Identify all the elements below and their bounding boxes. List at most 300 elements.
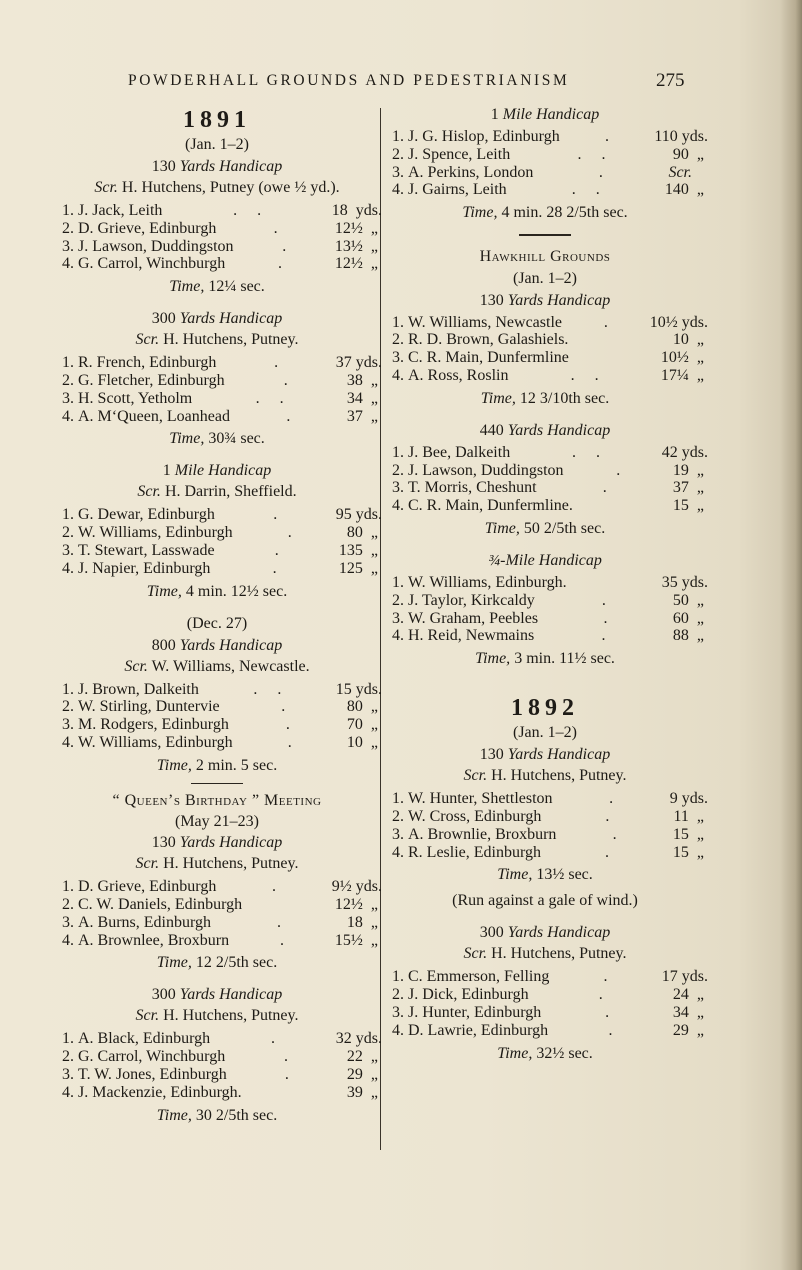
handicap-value: 12½ „ bbox=[334, 219, 382, 237]
handicap-value: 37 „ bbox=[346, 407, 382, 425]
event-name: Yards Handicap bbox=[507, 746, 611, 764]
winning-time bbox=[52, 952, 382, 974]
handicap-value: 10½ yds. bbox=[649, 313, 708, 331]
winning-time bbox=[52, 1105, 382, 1127]
leader-dots: . bbox=[272, 559, 277, 577]
handicap-value: 35 yds. bbox=[661, 574, 708, 592]
competitor-name: J. Lawson, Duddingston bbox=[408, 461, 564, 479]
result-row bbox=[382, 826, 708, 844]
place-number: 3. bbox=[392, 163, 404, 181]
event-title bbox=[52, 460, 382, 481]
scratch-runner: H. Hutchens, Putney. bbox=[487, 767, 627, 785]
event-distance: ¾-Mile bbox=[488, 552, 535, 570]
event-distance: 130 bbox=[151, 834, 176, 852]
scratch-label: Scr. bbox=[463, 945, 488, 963]
place-number: 4. bbox=[62, 407, 74, 425]
competitor-name: A. Burns, Edinburgh bbox=[78, 913, 212, 931]
competitor-name: J. Jack, Leith bbox=[78, 202, 163, 219]
place-number: 3. bbox=[392, 609, 404, 627]
leader-dots: . . bbox=[233, 202, 262, 219]
result-row bbox=[52, 681, 382, 699]
result-row bbox=[382, 986, 708, 1004]
leader-dots: . . bbox=[571, 443, 600, 461]
year-heading: 1892 bbox=[511, 695, 579, 722]
time-value: 3 min. 11½ sec. bbox=[510, 650, 615, 668]
competitor-name: C. R. Main, Dunfermline bbox=[408, 349, 569, 367]
place-number: 1. bbox=[392, 128, 404, 145]
event-name: Yards Handicap bbox=[179, 158, 283, 175]
leader-dots: . bbox=[282, 237, 287, 255]
competitor-name: W. Stirling, Duntervie bbox=[78, 698, 220, 716]
result-row bbox=[382, 1022, 708, 1040]
competitor-name: A. Perkins, London bbox=[408, 163, 534, 181]
time-value: 12¼ sec. bbox=[204, 278, 265, 296]
competitor-name: J. Dick, Edinburgh bbox=[408, 986, 529, 1004]
competitor-name: A. Brownlee, Broxburn bbox=[78, 931, 230, 949]
time-label: Time, bbox=[497, 1044, 533, 1062]
place-number: 4. bbox=[392, 1021, 404, 1039]
place-number: 4. bbox=[62, 931, 74, 949]
result-row bbox=[52, 896, 382, 914]
place-number: 4. bbox=[392, 181, 404, 199]
results-list bbox=[382, 314, 708, 385]
place-number: 1. bbox=[62, 680, 74, 698]
competitor-name: J. Spence, Leith bbox=[408, 145, 511, 163]
result-row bbox=[52, 372, 382, 390]
leader-dots bbox=[573, 497, 673, 515]
result-row bbox=[52, 1048, 382, 1066]
leader-dots: . bbox=[604, 843, 609, 861]
leader-dots: . bbox=[603, 609, 608, 627]
result-row bbox=[382, 479, 708, 497]
winning-time bbox=[382, 518, 708, 540]
results-list bbox=[52, 506, 382, 577]
results-list bbox=[382, 444, 708, 515]
competitor-name: W. Williams, Newcastle bbox=[408, 313, 562, 331]
results-list bbox=[52, 1030, 382, 1101]
leader-dots: . bbox=[605, 128, 610, 145]
handicap-value: 9 yds. bbox=[669, 790, 708, 808]
time-value: 12 3/10th sec. bbox=[515, 389, 610, 407]
leader-dots: . bbox=[284, 1066, 289, 1084]
time-label: Time, bbox=[462, 204, 498, 222]
meeting-date: (Jan. 1–2) bbox=[513, 269, 577, 287]
leader-dots bbox=[569, 349, 661, 367]
time-value: 4 min. 28 2/5th sec. bbox=[497, 204, 628, 222]
results-list bbox=[382, 790, 708, 861]
leader-dots: . bbox=[284, 1048, 289, 1066]
handicap-value: 70 „ bbox=[346, 716, 382, 734]
result-row bbox=[382, 462, 708, 480]
event-name: Yards Handicap bbox=[179, 834, 283, 852]
time-label: Time, bbox=[156, 756, 192, 774]
scratch-label: Scr. bbox=[135, 855, 160, 873]
scratch-runner: H. Hutchens, Putney. bbox=[159, 331, 299, 349]
handicap-value: 17 yds. bbox=[661, 968, 708, 986]
event bbox=[52, 308, 382, 450]
event-title bbox=[382, 290, 708, 311]
leader-dots: . bbox=[612, 825, 617, 843]
event-title bbox=[52, 984, 382, 1005]
competitor-name: W. Williams, Edinburgh bbox=[78, 733, 233, 751]
time-label: Time, bbox=[156, 1106, 192, 1124]
competitor-name: J. Bee, Dalkeith bbox=[408, 443, 511, 461]
result-row bbox=[52, 1066, 382, 1084]
event-name: Yards Handicap bbox=[507, 924, 611, 942]
result-row bbox=[382, 968, 708, 986]
event bbox=[52, 832, 382, 974]
leader-dots: . bbox=[286, 407, 291, 425]
handicap-value: 90 „ bbox=[672, 145, 708, 163]
leader-dots: . bbox=[609, 790, 614, 808]
leader-dots: . bbox=[285, 716, 290, 734]
result-row bbox=[52, 878, 382, 896]
place-number: 3. bbox=[62, 913, 74, 931]
place-number: 1. bbox=[62, 202, 74, 219]
competitor-name: D. Grieve, Edinburgh bbox=[78, 878, 217, 896]
scratch-line bbox=[52, 329, 382, 351]
place-number: 2. bbox=[392, 986, 404, 1004]
result-row bbox=[52, 408, 382, 426]
place-number: 4. bbox=[62, 559, 74, 577]
leader-dots: . bbox=[272, 878, 277, 896]
competitor-name: D. Lawrie, Edinburgh bbox=[408, 1021, 549, 1039]
time-label: Time, bbox=[146, 582, 182, 600]
scratch-runner: H. Hutchens, Putney. bbox=[159, 855, 299, 873]
result-row bbox=[382, 497, 708, 515]
handicap-value: 18 „ bbox=[346, 913, 382, 931]
right-column bbox=[382, 104, 708, 1065]
running-header: POWDERHALL GROUNDS AND PEDESTRIANISM bbox=[128, 72, 570, 89]
time-value: 30¾ sec. bbox=[204, 430, 265, 448]
place-number: 2. bbox=[62, 698, 74, 716]
event-title bbox=[52, 156, 382, 177]
competitor-name: J. Hunter, Edinburgh bbox=[408, 1004, 542, 1022]
result-row bbox=[52, 524, 382, 542]
place-number: 4. bbox=[392, 497, 404, 515]
competitor-name: A. Ross, Roslin bbox=[408, 367, 509, 385]
result-row bbox=[52, 220, 382, 238]
leader-dots: . bbox=[276, 913, 281, 931]
result-row bbox=[382, 444, 708, 462]
handicap-value: 32 yds. bbox=[335, 1030, 382, 1048]
result-row bbox=[52, 914, 382, 932]
result-row bbox=[52, 255, 382, 273]
results-list bbox=[52, 878, 382, 949]
handicap-value: 11 „ bbox=[673, 808, 708, 826]
handicap-value: 10½ „ bbox=[660, 349, 708, 367]
competitor-name: W. Cross, Edinburgh bbox=[408, 808, 542, 826]
result-row bbox=[52, 734, 382, 752]
meeting-date: (Jan. 1–2) bbox=[185, 136, 249, 153]
result-row bbox=[382, 349, 708, 367]
competitor-name: H. Reid, Newmains bbox=[408, 627, 535, 645]
place-number: 4. bbox=[392, 627, 404, 645]
place-number: 3. bbox=[62, 1066, 74, 1084]
competitor-name: T. Stewart, Lasswade bbox=[78, 541, 215, 559]
handicap-value: 80 „ bbox=[346, 698, 382, 716]
event bbox=[382, 922, 708, 1064]
event-distance: 1 bbox=[162, 462, 171, 480]
place-number: 2. bbox=[392, 808, 404, 826]
result-row bbox=[382, 1004, 708, 1022]
meeting-date: (Jan. 1–2) bbox=[513, 724, 577, 742]
competitor-name: D. Grieve, Edinburgh bbox=[78, 219, 217, 237]
place-number: 3. bbox=[392, 349, 404, 367]
scratch-label: Scr. bbox=[463, 767, 488, 785]
place-number: 1. bbox=[392, 443, 404, 461]
place-number: 4. bbox=[392, 367, 404, 385]
results-list bbox=[382, 968, 708, 1039]
result-row bbox=[382, 314, 708, 332]
result-row bbox=[382, 331, 708, 349]
handicap-value: 80 „ bbox=[346, 524, 382, 542]
place-number: 4. bbox=[392, 843, 404, 861]
competitor-name: A. Brownlie, Broxburn bbox=[408, 825, 557, 843]
event bbox=[382, 550, 708, 670]
place-number: 2. bbox=[62, 219, 74, 237]
event bbox=[52, 984, 382, 1126]
handicap-value: 60 „ bbox=[672, 609, 708, 627]
event bbox=[382, 420, 708, 540]
competitor-name: J. Napier, Edinburgh bbox=[78, 559, 211, 577]
place-number: 3. bbox=[392, 1004, 404, 1022]
scratch-label: Scr. bbox=[135, 331, 160, 349]
left-column bbox=[52, 104, 382, 1127]
scratch-runner: H. Hutchens, Putney. bbox=[159, 1007, 299, 1025]
place-number: 1. bbox=[392, 313, 404, 331]
event-name: Mile Handicap bbox=[174, 462, 272, 480]
meeting-date: (Dec. 27) bbox=[186, 614, 248, 632]
competitor-name: W. Williams, Edinburgh bbox=[78, 524, 233, 542]
time-label: Time, bbox=[169, 430, 205, 448]
time-value: 12 2/5th sec. bbox=[191, 954, 278, 972]
result-row bbox=[52, 716, 382, 734]
result-row bbox=[52, 390, 382, 408]
scratch-runner: H. Hutchens, Putney. bbox=[487, 945, 627, 963]
scratch-line bbox=[382, 943, 708, 965]
place-number: 2. bbox=[62, 1048, 74, 1066]
handicap-value: 10 „ bbox=[346, 733, 382, 751]
event-name: Yards Handicap bbox=[179, 986, 283, 1004]
leader-dots: . bbox=[608, 1021, 613, 1039]
leader-dots: . bbox=[287, 733, 292, 751]
meeting-title: “ Queen’s Birthday ” Meeting bbox=[112, 792, 322, 810]
winning-time bbox=[52, 428, 382, 450]
place-number: 3. bbox=[392, 825, 404, 843]
handicap-value: 135 „ bbox=[338, 541, 382, 559]
place-number: 3. bbox=[392, 479, 404, 497]
place-number: 1. bbox=[392, 790, 404, 808]
event-title bbox=[52, 308, 382, 329]
handicap-value: 15 „ bbox=[672, 497, 708, 515]
handicap-value: 19 „ bbox=[672, 461, 708, 479]
handicap-value: 10 „ bbox=[672, 331, 708, 349]
scratch-label: Scr. bbox=[124, 657, 148, 675]
place-number: 4. bbox=[62, 1083, 74, 1101]
leader-dots: . bbox=[281, 698, 286, 716]
leader-dots: . bbox=[278, 255, 283, 273]
event-title bbox=[382, 922, 708, 943]
meeting-date: (May 21–23) bbox=[175, 813, 259, 831]
handicap-value: 29 „ bbox=[672, 1021, 708, 1039]
result-row bbox=[52, 506, 382, 524]
event bbox=[382, 104, 708, 224]
handicap-value: 42 yds. bbox=[661, 443, 708, 461]
leader-dots: . bbox=[273, 506, 278, 524]
grounds-title: Hawkhill Grounds bbox=[479, 247, 611, 265]
winning-time bbox=[382, 648, 708, 670]
result-row bbox=[52, 202, 382, 220]
event-title bbox=[382, 420, 708, 441]
leader-dots: . bbox=[601, 591, 606, 609]
time-label: Time, bbox=[484, 520, 520, 538]
time-label: Time, bbox=[475, 650, 511, 668]
winning-time bbox=[52, 276, 382, 298]
handicap-value: 12½ „ bbox=[334, 255, 382, 273]
event-name: Handicap bbox=[538, 552, 602, 570]
competitor-name: C. Emmerson, Felling bbox=[408, 968, 550, 986]
event bbox=[382, 290, 708, 410]
leader-dots: . bbox=[616, 461, 621, 479]
time-label: Time, bbox=[156, 954, 192, 972]
event-name: Yards Handicap bbox=[507, 421, 611, 439]
results-list bbox=[52, 681, 382, 752]
time-value: 2 min. 5 sec. bbox=[191, 756, 278, 774]
results-list bbox=[52, 202, 382, 273]
result-row bbox=[382, 574, 708, 592]
result-row bbox=[382, 844, 708, 862]
competitor-name: G. Carrol, Winchburgh bbox=[78, 1048, 226, 1066]
handicap-value: 18 yds. bbox=[331, 202, 382, 219]
leader-dots: . bbox=[598, 163, 603, 181]
competitor-name: W. Hunter, Shettleston bbox=[408, 790, 553, 808]
handicap-value: 12½ „ bbox=[334, 896, 382, 914]
competitor-name: R. D. Brown, Galashiels. bbox=[408, 331, 569, 349]
event-title bbox=[382, 550, 708, 571]
result-row bbox=[52, 932, 382, 950]
results-list bbox=[382, 574, 708, 645]
competitor-name: G. Carrol, Winchburgh bbox=[78, 255, 226, 273]
handicap-value: 15½ „ bbox=[334, 931, 382, 949]
handicap-value: 140 „ bbox=[664, 181, 708, 199]
leader-dots bbox=[567, 574, 662, 592]
handicap-value: Scr. bbox=[668, 163, 708, 181]
competitor-name: J. Brown, Dalkeith bbox=[78, 680, 199, 698]
competitor-name: J. G. Hislop, Edinburgh bbox=[408, 128, 560, 145]
competitor-name: T. Morris, Cheshunt bbox=[408, 479, 537, 497]
handicap-value: 88 „ bbox=[672, 627, 708, 645]
result-row bbox=[382, 181, 708, 199]
leader-dots: . bbox=[273, 219, 278, 237]
handicap-value: 50 „ bbox=[672, 591, 708, 609]
place-number: 2. bbox=[392, 461, 404, 479]
time-value: 4 min. 12½ sec. bbox=[181, 582, 288, 600]
event-name: Yards Handicap bbox=[179, 636, 283, 654]
time-value: 13½ sec. bbox=[532, 866, 593, 884]
competitor-name: G. Fletcher, Edinburgh bbox=[78, 371, 225, 389]
place-number: 3. bbox=[62, 716, 74, 734]
place-number: 2. bbox=[392, 331, 404, 349]
scratch-runner: H. Darrin, Sheffield. bbox=[160, 483, 297, 501]
event-distance: 130 bbox=[151, 158, 176, 175]
result-row bbox=[382, 610, 708, 628]
handicap-value: 29 „ bbox=[346, 1066, 382, 1084]
competitor-name: J. Gairns, Leith bbox=[408, 181, 507, 199]
leader-dots: . . bbox=[570, 367, 599, 385]
handicap-value: 110 yds. bbox=[654, 128, 708, 145]
results-list bbox=[52, 354, 382, 425]
handicap-value: 37 yds. bbox=[335, 354, 382, 372]
page-edge bbox=[780, 0, 802, 1270]
competitor-name: J. Mackenzie, Edinburgh. bbox=[78, 1083, 242, 1101]
leader-dots: . bbox=[270, 1030, 275, 1048]
competitor-name: W. Graham, Peebles bbox=[408, 609, 539, 627]
handicap-value: 34 „ bbox=[672, 1004, 708, 1022]
time-value: 50 2/5th sec. bbox=[519, 520, 606, 538]
winning-time bbox=[52, 755, 382, 777]
competitor-name: A. Black, Edinburgh bbox=[78, 1030, 211, 1048]
result-row bbox=[52, 1030, 382, 1048]
place-number: 1. bbox=[392, 968, 404, 986]
results-list bbox=[382, 128, 708, 199]
competitor-name: A. M‘Queen, Loanhead bbox=[78, 407, 230, 425]
event-title bbox=[382, 104, 708, 125]
leader-dots: . bbox=[279, 931, 284, 949]
event-distance: 130 bbox=[479, 291, 504, 309]
result-row bbox=[382, 367, 708, 385]
place-number: 3. bbox=[62, 541, 74, 559]
handicap-value: 34 „ bbox=[346, 389, 382, 407]
handicap-value: 15 yds. bbox=[335, 680, 382, 698]
handicap-value: 17¼ „ bbox=[660, 367, 708, 385]
event-name: Mile Handicap bbox=[502, 106, 600, 123]
event bbox=[52, 635, 382, 777]
leader-dots: . bbox=[605, 1004, 610, 1022]
leader-dots: . bbox=[602, 479, 607, 497]
handicap-value: 15 „ bbox=[672, 843, 708, 861]
page-number: 275 bbox=[656, 70, 685, 91]
handicap-value: 15 „ bbox=[672, 825, 708, 843]
handicap-value: 22 „ bbox=[346, 1048, 382, 1066]
race-note: (Run against a gale of wind.) bbox=[452, 892, 638, 910]
winning-time bbox=[52, 581, 382, 603]
event-distance: 300 bbox=[479, 924, 504, 942]
result-row bbox=[52, 560, 382, 578]
event-name: Yards Handicap bbox=[179, 310, 283, 328]
result-row bbox=[382, 627, 708, 645]
place-number: 2. bbox=[392, 591, 404, 609]
event bbox=[382, 744, 708, 912]
competitor-name: R. Leslie, Edinburgh bbox=[408, 843, 542, 861]
leader-dots bbox=[242, 896, 335, 914]
scratch-line bbox=[52, 1005, 382, 1027]
competitor-name: R. French, Edinburgh bbox=[78, 354, 217, 372]
scratch-line bbox=[52, 481, 382, 503]
winning-time bbox=[382, 1043, 708, 1065]
event-distance: 440 bbox=[479, 421, 504, 439]
competitor-name: J. Lawson, Duddingston bbox=[78, 237, 234, 255]
competitor-name: T. W. Jones, Edinburgh bbox=[78, 1066, 227, 1084]
scratch-label: Scr. bbox=[94, 179, 118, 196]
leader-dots: . bbox=[283, 371, 288, 389]
event-distance: 300 bbox=[151, 310, 176, 328]
leader-dots: . bbox=[274, 354, 279, 372]
year-heading: 1891 bbox=[183, 107, 251, 133]
competitor-name: J. Taylor, Kirkcaldy bbox=[408, 591, 535, 609]
event-distance: 130 bbox=[479, 746, 504, 764]
place-number: 1. bbox=[62, 354, 74, 372]
